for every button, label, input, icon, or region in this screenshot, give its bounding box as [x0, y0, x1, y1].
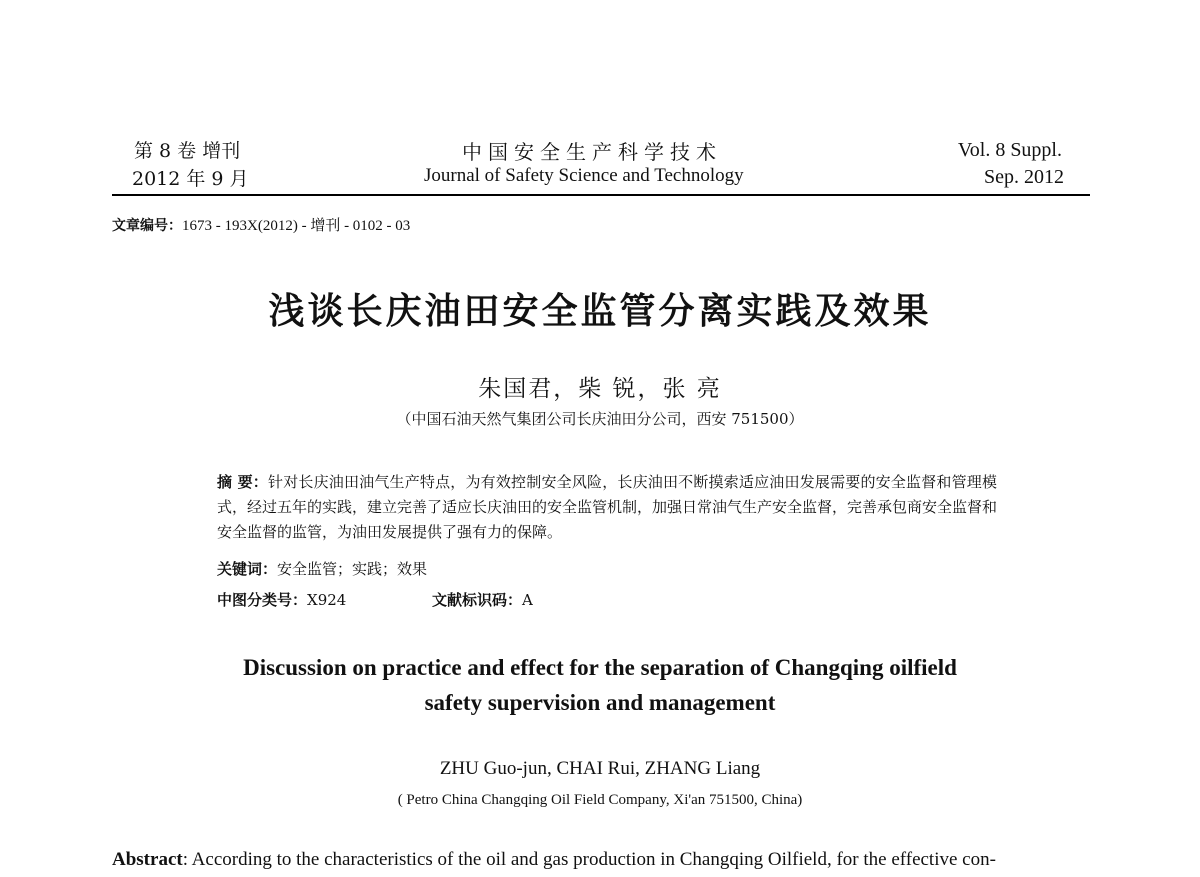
header-date-en: Sep. 2012	[984, 166, 1064, 188]
authors-en: ZHU Guo-jun, CHAI Rui, ZHANG Liang	[439, 758, 761, 779]
title-en-line2: safety supervision and management	[424, 690, 776, 715]
abstract-en	[112, 849, 996, 871]
running-header	[112, 136, 1090, 196]
article-number-value: 1673 - 193X(2012) - 增刊 - 0102 - 03	[182, 218, 411, 234]
header-journal-cn: 中国安全生产科学技术	[462, 140, 722, 164]
abstract-cn-text: 针对长庆油田油气生产特点，为有效控制安全风险，长庆油田不断摸索适应油田发展需要的安全监督和管理模式，经过五年的实践，建立完善了适应长庆油田的安全监管机制，加强日常油气生产安全监督，完善承包商安全监督和安全监督的监管，为油田发展提供了强有力的保障。	[217, 473, 998, 541]
abstract-cn-label: 摘 要：	[217, 473, 268, 491]
header-volume-cn: 第 8 卷 增刊	[134, 140, 241, 162]
affiliation-en: ( Petro China Changqing Oil Field Company, Xi'an 751500, China)	[397, 792, 803, 808]
title-en-line1: Discussion on practice and effect for the separation of Changqing oilfield	[243, 655, 957, 680]
keywords-cn-value: 安全监管；实践；效果	[277, 560, 428, 578]
classification-value: X924	[307, 591, 347, 609]
authors-cn: 朱国君，柴 锐，张 亮	[478, 376, 722, 402]
article-number-label: 文章编号：	[112, 218, 182, 234]
title-cn: 浅谈长庆油田安全监管分离实践及效果	[268, 291, 932, 332]
header-journal-en: Journal of Safety Science and Technology	[424, 165, 744, 186]
header-volume-en: Vol. 8 Suppl.	[957, 139, 1062, 161]
document-code	[432, 589, 533, 610]
article-number	[112, 214, 410, 235]
abstract-en-label: Abstract	[112, 849, 183, 870]
keywords-cn-label: 关键词：	[217, 560, 278, 578]
title-en	[0, 650, 1200, 720]
classification-number	[217, 589, 346, 610]
header-date-cn: 2012 年 9 月	[132, 168, 249, 190]
abstract-cn	[217, 470, 997, 545]
document-code-value: A	[522, 591, 533, 609]
keywords-cn	[217, 558, 427, 579]
document-code-label: 文献标识码：	[432, 591, 523, 609]
affiliation-cn: （中国石油天然气集团公司长庆油田分公司，西安 751500）	[396, 410, 804, 428]
classification-label: 中图分类号：	[217, 591, 308, 609]
abstract-en-text: : According to the characteristics of the oil and gas production in Changqing Oilfield, for the effective con-	[182, 849, 996, 870]
